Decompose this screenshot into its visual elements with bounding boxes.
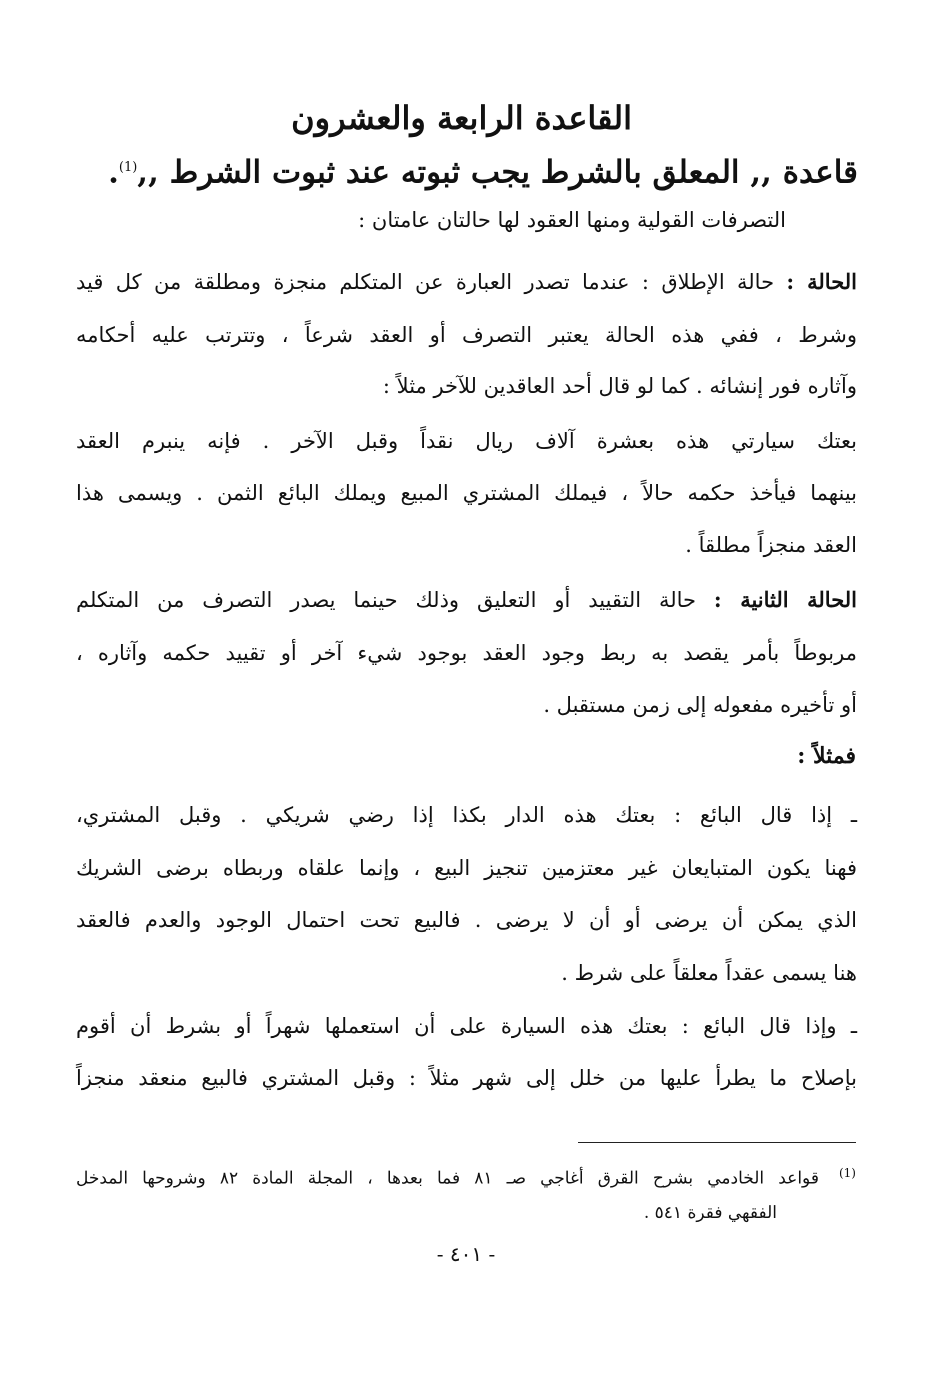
rule-subtitle-end: . — [108, 154, 119, 191]
example1-line-1: بعتك سيارتي هذه بعشرة آلاف ريال نقداً وقبل الآخر . فإنه ينبرم العقد — [76, 429, 857, 453]
example2-line-1: ـ إذا قال البائع : بعتك هذه الدار بكذا إذا رضي شريكي . وقبل المشتري، — [76, 803, 857, 827]
rule-subtitle-text: قاعدة ,, المعلق بالشرط يجب ثبوته عند ثبوت الشرط ,, — [137, 154, 858, 191]
example1-line-2: بينهما فيأخذ حكمه حالاً ، فيملك المشتري المبيع ويملك البائع الثمن . ويسمى هذا — [76, 481, 857, 505]
example2-line-3: الذي يمكن أن يرضى أو أن لا يرضى . فالبيع تحت احتمال الوجود والعدم فالعقد — [76, 908, 857, 932]
case2-line-1 — [76, 580, 857, 620]
intro-paragraph: التصرفات القولية ومنها العقود لها حالتان عامتان : — [358, 208, 786, 232]
footnote-separator — [578, 1142, 856, 1143]
case2-line-2: مربوطاً بأمر يقصد به ربط وجود العقد بوجود شيء آخر أو تقييد حكمه وآثاره ، — [76, 641, 857, 665]
footnote-mark: (1) — [838, 1166, 856, 1180]
footnote-line-2: الفقهي فقرة ٥٤١ . — [643, 1203, 777, 1223]
case1-line-1-text: حالة الإطلاق : عندما تصدر العبارة عن المتكلم منجزة ومطلقة من كل قيد — [76, 270, 775, 294]
case2-line-1-text: حالة التقييد أو التعليق وذلك حينما يصدر التصرف من المتكلم — [76, 588, 697, 612]
footnote-line-1 — [76, 1158, 856, 1194]
rule-title: القاعدة الرابعة والعشرون — [291, 99, 632, 137]
example3-line-2: بإصلاح ما يطرأ عليها من خلل إلى شهر مثلاً : وقبل المشتري فالبيع منعقد منجزاً — [76, 1066, 857, 1090]
case1-line-1 — [76, 262, 857, 302]
example1-line-3: العقد منجزاً مطلقاً . — [685, 533, 857, 557]
example2-line-2: فهنا يكون المتبايعان غير معتزمين تنجيز البيع ، وإنما علقاه وربطاه برضى الشريك — [76, 856, 857, 880]
footnote-reference: (1) — [118, 160, 138, 175]
case1-line-3: وآثاره فور إنشائه . كما لو قال أحد العاقدين للآخر مثلاً : — [382, 374, 857, 398]
example-heading: فمثلاً : — [797, 743, 856, 769]
case2-label: الحالة الثانية : — [713, 587, 857, 612]
case1-line-2: وشرط ، ففي هذه الحالة يعتبر التصرف أو العقد شرعاً ، وتترتب عليه أحكامه — [76, 323, 857, 347]
case1-label: الحالة : — [786, 269, 857, 294]
page-number: - ٤٠١ - — [436, 1242, 496, 1266]
example3-line-1: ـ وإذا قال البائع : بعتك هذه السيارة على أن استعملها شهراً أو بشرط أن أقوم — [76, 1014, 857, 1038]
case2-line-3: أو تأخيره مفعوله إلى زمن مستقبل . — [543, 693, 857, 717]
footnote-line-1-text: قواعد الخادمي بشرح القرق أغاجي صـ ٨١ فما بعدها ، المجلة المادة ٨٢ وشروحها المدخل — [76, 1168, 819, 1189]
example2-line-4: هنا يسمى عقداً معلقاً على شرط . — [561, 961, 857, 985]
rule-subtitle — [108, 146, 858, 194]
